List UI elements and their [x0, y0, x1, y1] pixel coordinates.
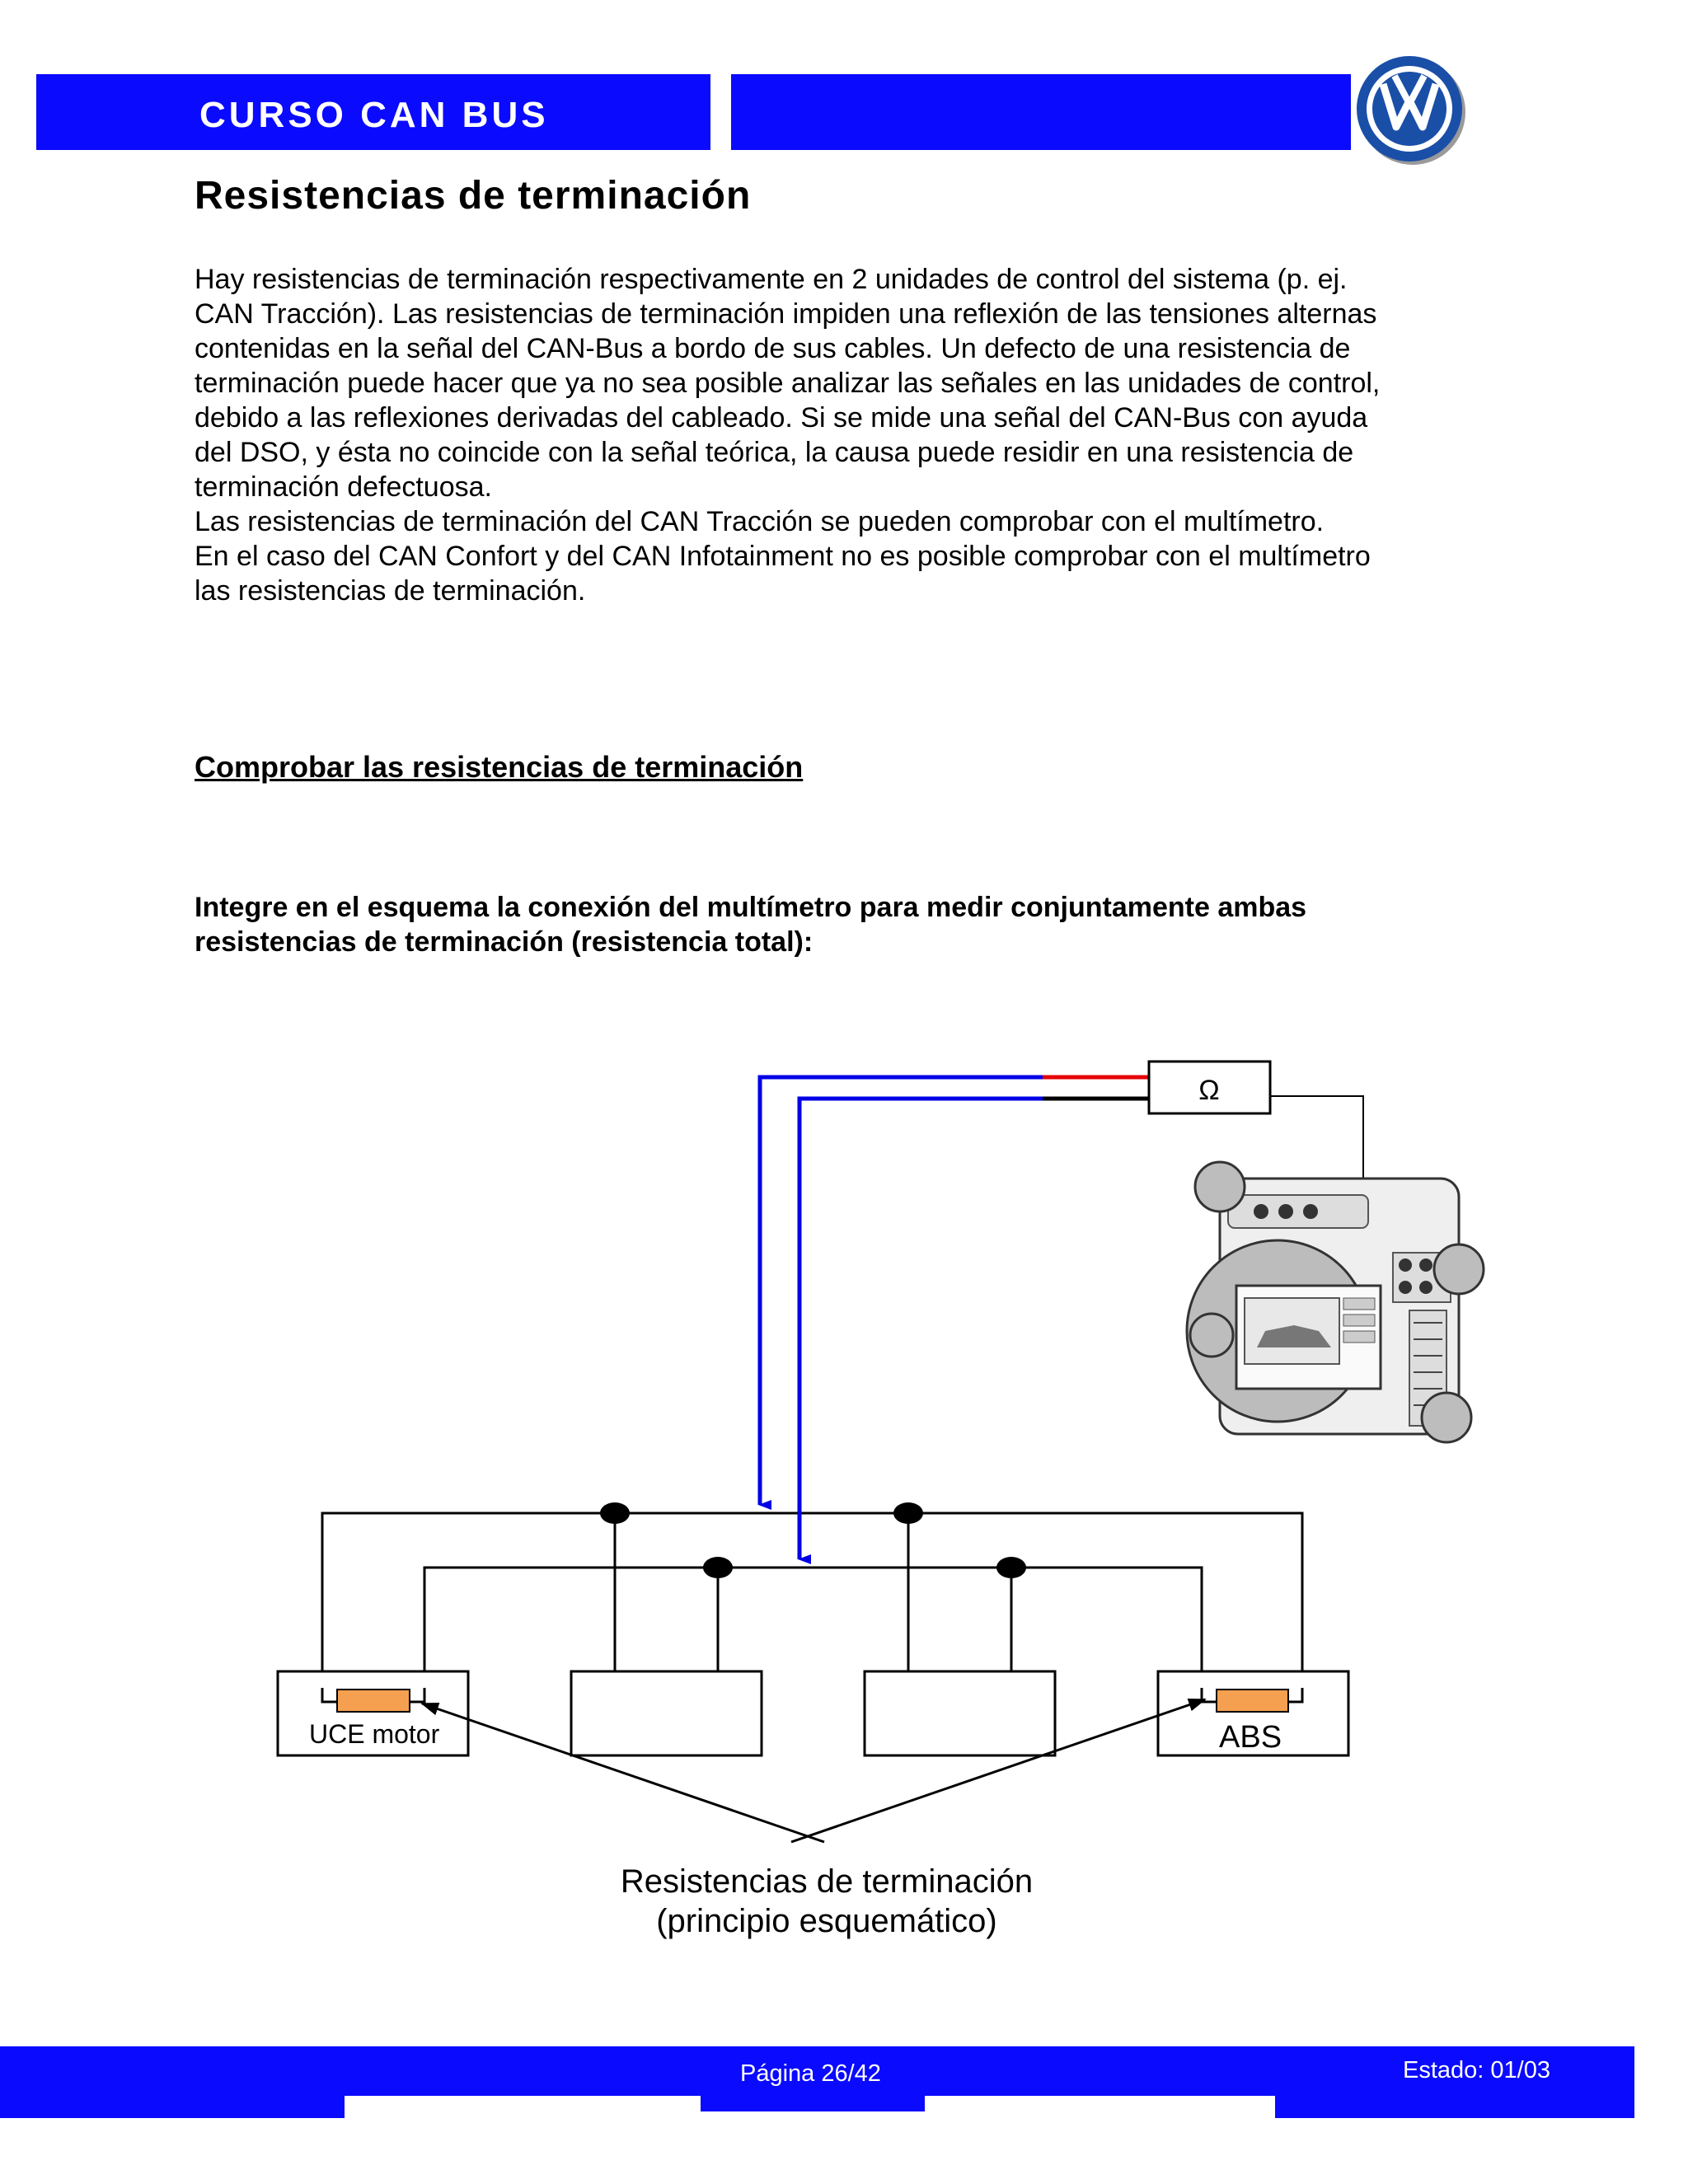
diagnostic-tester-icon	[1187, 1162, 1484, 1442]
instruction-line: Integre en el esquema la conexión del multímetro para medir conjuntamente ambas	[195, 892, 1307, 923]
multimeter-lead-blue-inner	[799, 1099, 1043, 1559]
body-line: terminación puede hacer que ya no sea posible analizar las señales en las unidades de control,	[195, 368, 1381, 399]
body-line: del DSO, y ésta no coincide con la señal teórica, la causa puede residir en una resistencia de	[195, 437, 1354, 468]
junction-dot	[893, 1502, 923, 1524]
instruction	[195, 890, 1497, 959]
body-line: Hay resistencias de terminación respectivamente en 2 unidades de control del sistema (p. ej.	[195, 264, 1348, 295]
body-line: las resistencias de terminación.	[195, 575, 586, 607]
section-subheading: Comprobar las resistencias de terminación	[195, 750, 804, 784]
body-line: contenidas en la señal del CAN-Bus a bordo de sus cables. Un defecto de una resistencia de	[195, 333, 1351, 364]
page-number: Página 26/42	[740, 2060, 881, 2087]
body-line: CAN Tracción). Las resistencias de terminación impiden una reflexión de las tensiones alternas	[195, 298, 1377, 330]
diagram-caption-line2: (principio esquemático)	[656, 1903, 997, 1939]
page-title: Resistencias de terminación	[195, 174, 752, 218]
termination-resistor-diagram	[0, 1022, 1688, 1961]
control-unit-middle-1	[571, 1671, 762, 1755]
junction-dot	[996, 1557, 1026, 1578]
uce-motor-label: UCE motor	[309, 1719, 440, 1749]
body-line: En el caso del CAN Confort y del CAN Infotainment no es posible comprobar con el multímetro	[195, 541, 1371, 572]
junction-dot	[600, 1502, 630, 1524]
status-date: Estado: 01/03	[1403, 2057, 1550, 2083]
footer-tab	[701, 2093, 925, 2111]
course-title: CURSO CAN BUS	[199, 95, 549, 135]
termination-resistor	[1217, 1690, 1288, 1712]
termination-resistor	[337, 1690, 410, 1712]
ohm-symbol: Ω	[1198, 1075, 1220, 1106]
header-bar-right	[731, 74, 1351, 150]
can-high-line	[322, 1513, 1302, 1688]
abs-label: ABS	[1219, 1720, 1282, 1755]
unit-connections	[615, 1513, 1011, 1671]
instruction-line: resistencias de terminación (resistencia total):	[195, 926, 814, 958]
control-unit-middle-2	[865, 1671, 1055, 1755]
body-line: debido a las reflexiones derivadas del cableado. Si se mide una señal del CAN-Bus con ayuda	[195, 402, 1368, 434]
diagram-caption-line1: Resistencias de terminación	[620, 1863, 1034, 1900]
vw-logo	[1352, 51, 1469, 168]
body-line: terminación defectuosa.	[195, 471, 492, 503]
footer-tab	[1275, 2093, 1634, 2118]
footer-tab	[0, 2093, 345, 2118]
body-line: Las resistencias de terminación del CAN Tracción se pueden comprobar con el multímetro.	[195, 506, 1325, 537]
can-low-line	[424, 1568, 1202, 1688]
junction-dot	[703, 1557, 733, 1578]
multimeter-lead-blue-outer	[760, 1077, 1043, 1505]
